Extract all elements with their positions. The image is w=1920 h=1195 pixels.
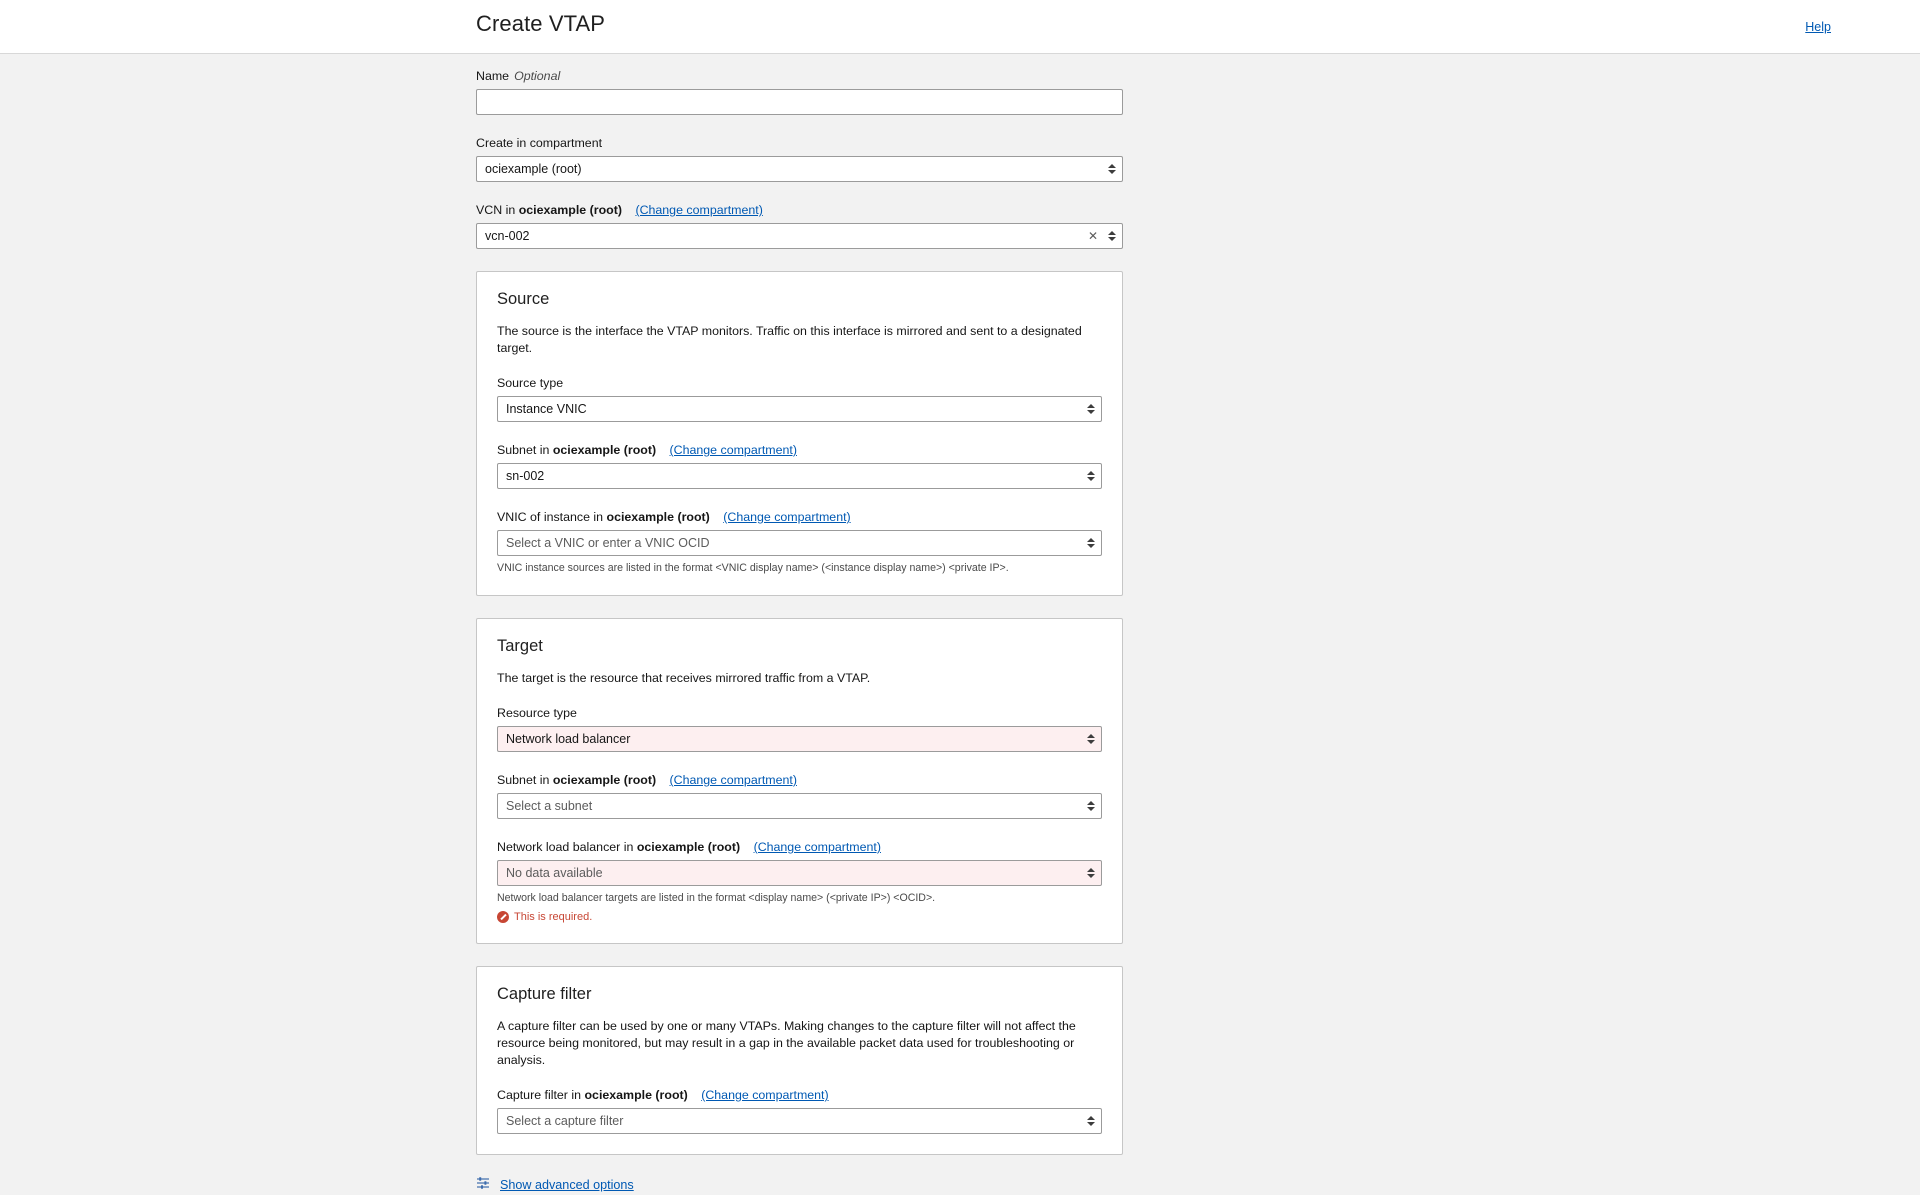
- vcn-change-compartment-link[interactable]: (Change compartment): [635, 203, 763, 217]
- target-nlb-error: [497, 911, 1102, 923]
- source-subnet-change-compartment-link[interactable]: (Change compartment): [669, 443, 797, 457]
- target-nlb-label: [497, 839, 1102, 855]
- target-nlb-select[interactable]: [497, 860, 1102, 886]
- name-optional-tag: Optional: [514, 69, 561, 83]
- source-vnic-compartment: ociexample (root): [606, 510, 710, 524]
- source-vnic-label-prefix: VNIC of instance in: [497, 510, 604, 524]
- target-nlb-value: No data available: [506, 866, 603, 880]
- target-nlb-hint: Network load balancer targets are listed in the format <display name> (<private IP>) <OCID>.: [497, 892, 936, 904]
- source-subnet-select[interactable]: [497, 463, 1102, 489]
- compartment-select[interactable]: [476, 156, 1123, 182]
- target-subnet-placeholder: Select a subnet: [506, 799, 593, 813]
- target-nlb-label-prefix: Network load balancer in: [497, 840, 634, 854]
- target-resource-type-select[interactable]: [497, 726, 1102, 752]
- help-link[interactable]: Help: [1805, 20, 1831, 34]
- source-subnet-compartment: ociexample (root): [552, 443, 657, 457]
- sliders-icon: [476, 1176, 491, 1195]
- source-subnet-label-prefix: Subnet in: [497, 443, 550, 457]
- error-icon: [497, 911, 509, 923]
- vcn-select[interactable]: [476, 223, 1123, 249]
- target-subnet-label: [497, 772, 1102, 788]
- source-type-label: Source type: [497, 376, 564, 390]
- capture-filter-placeholder: Select a capture filter: [506, 1114, 624, 1128]
- capture-filter-compartment: ociexample (root): [584, 1088, 688, 1102]
- source-subnet-label: [497, 442, 1102, 458]
- source-panel: [476, 271, 1123, 596]
- target-resource-type-value: Network load balancer: [506, 732, 631, 746]
- capture-filter-change-compartment-link[interactable]: (Change compartment): [701, 1088, 829, 1102]
- vcn-label: [476, 202, 1123, 218]
- target-subnet-label-prefix: Subnet in: [497, 773, 550, 787]
- name-label: [476, 68, 1123, 84]
- target-nlb-error-text: This is required.: [514, 911, 593, 923]
- target-nlb-change-compartment-link[interactable]: (Change compartment): [753, 840, 881, 854]
- source-panel-description: The source is the interface the VTAP monitors. Traffic on this interface is mirrored and sent to a designated target.: [497, 324, 1082, 355]
- target-subnet-select[interactable]: [497, 793, 1102, 819]
- source-type-select[interactable]: [497, 396, 1102, 422]
- target-panel-description: The target is the resource that receives mirrored traffic from a VTAP.: [497, 671, 871, 685]
- compartment-label: Create in compartment: [476, 136, 603, 150]
- capture-filter-label: [497, 1087, 1102, 1103]
- page-header: [0, 0, 1920, 54]
- capture-filter-panel-title: Capture filter: [497, 985, 592, 1003]
- vcn-label-compartment: ociexample (root): [518, 203, 622, 217]
- source-subnet-value: sn-002: [506, 469, 545, 483]
- target-resource-type-label: Resource type: [497, 706, 577, 720]
- source-vnic-label: [497, 509, 1102, 525]
- source-vnic-change-compartment-link[interactable]: (Change compartment): [723, 510, 851, 524]
- compartment-value: ociexample (root): [485, 162, 582, 176]
- target-subnet-compartment: ociexample (root): [552, 773, 657, 787]
- capture-filter-select[interactable]: [497, 1108, 1102, 1134]
- source-panel-title: Source: [497, 290, 550, 308]
- show-advanced-options-link[interactable]: Show advanced options: [500, 1178, 634, 1192]
- vcn-label-prefix: VCN in: [476, 203, 516, 217]
- source-type-value: Instance VNIC: [506, 402, 587, 416]
- form-column: [476, 68, 1123, 1195]
- source-vnic-select[interactable]: [497, 530, 1102, 556]
- capture-filter-panel-description: A capture filter can be used by one or many VTAPs. Making changes to the capture filter will not affect the resource being monitored, but may result in a gap in the available packet data used for troubleshooting or analysis.: [497, 1019, 1076, 1067]
- capture-filter-panel: [476, 966, 1123, 1155]
- source-vnic-hint: VNIC instance sources are listed in the format <VNIC display name> (<instance display name>) <private IP>.: [497, 562, 1009, 574]
- advanced-options-row[interactable]: [476, 1175, 1123, 1195]
- vcn-value: vcn-002: [485, 229, 530, 243]
- target-panel-title: Target: [497, 637, 543, 655]
- capture-filter-label-prefix: Capture filter in: [497, 1088, 582, 1102]
- page-title: Create VTAP: [476, 11, 606, 36]
- target-nlb-compartment: ociexample (root): [636, 840, 741, 854]
- clear-icon[interactable]: ✕: [1087, 229, 1098, 243]
- source-vnic-placeholder: Select a VNIC or enter a VNIC OCID: [506, 536, 710, 550]
- name-input[interactable]: [476, 89, 1123, 115]
- target-panel: [476, 618, 1123, 944]
- target-subnet-change-compartment-link[interactable]: (Change compartment): [669, 773, 797, 787]
- name-label-text: Name: [476, 69, 510, 83]
